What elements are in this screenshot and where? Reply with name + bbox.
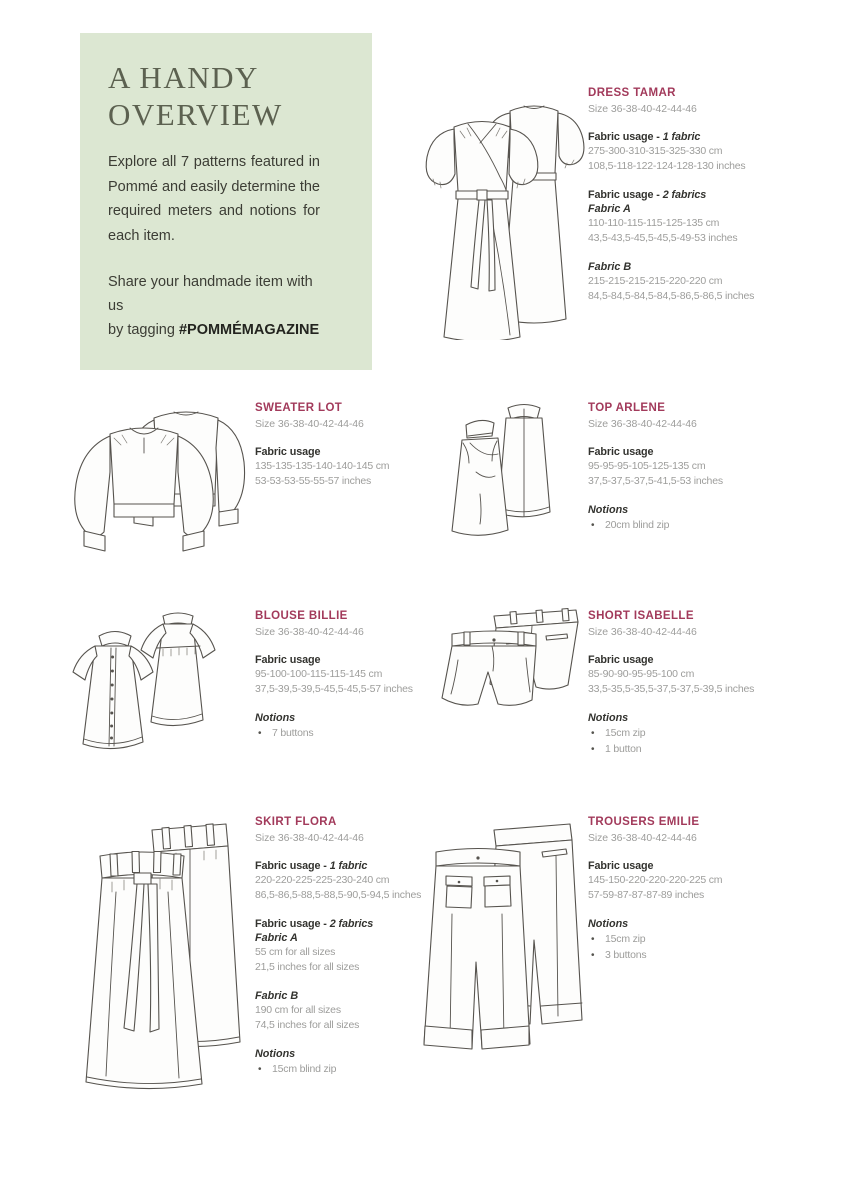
intro-line: each item. (108, 227, 175, 244)
pattern-size: Size 36-38-40-42-44-46 (255, 418, 364, 430)
dress-tamar-sketch (392, 85, 592, 340)
blouse-billie-sketch (57, 610, 245, 762)
fabric-usage-block (255, 917, 487, 974)
intro-line: Pommé and easily determine the (108, 178, 320, 195)
fabric-usage-block (588, 188, 820, 245)
skirt-flora-illustration (76, 812, 244, 1097)
share-line1: Share your handmade item with us (108, 274, 313, 314)
fabric-usage-label: Fabric usage (588, 860, 654, 872)
pattern-name: SKIRT FLORA (255, 816, 337, 828)
hashtag: #POMMÉMAGAZINE (178, 322, 320, 338)
notions-label: Notions (255, 1048, 296, 1060)
measurement-cm: 95-100-100-115-115-145 cm (255, 668, 383, 680)
intro-line: required meters and notions for (108, 203, 320, 219)
pattern-name: TOP ARLENE (588, 402, 666, 414)
page-title (108, 59, 372, 133)
share-prefix: by tagging (108, 322, 179, 338)
notions-block (588, 711, 820, 757)
notions-label: Notions (255, 712, 296, 724)
fabric-a-label: Fabric A (255, 932, 298, 944)
notions-block (255, 711, 487, 742)
fabric-usage-label: Fabric usage (255, 654, 321, 666)
measurement-inches: 37,5-37,5-37,5-41,5-53 inches (588, 474, 723, 487)
fabric-usage-label: Fabric usage - 1 fabric (255, 860, 368, 872)
pattern-size: Size 36-38-40-42-44-46 (588, 626, 697, 638)
pattern-info-trousers-emilie (588, 816, 820, 963)
intro-box (80, 33, 372, 370)
notion-item: • 15cm zip (588, 726, 820, 742)
intro-paragraph (108, 150, 320, 248)
measurement-cm: 135-135-135-140-140-145 cm (255, 460, 390, 472)
pattern-name: SWEATER LOT (255, 402, 343, 414)
back-view (498, 405, 550, 517)
fabric-b-label: Fabric B (588, 261, 632, 273)
notions-block (588, 917, 820, 963)
measurement-cm: 275-300-310-315-325-330 cm (588, 145, 723, 157)
share-line2 (108, 318, 326, 342)
fabric-a-label: Fabric A (588, 203, 631, 215)
measurement-inches: 33,5-35,5-35,5-37,5-37,5-39,5 inches (588, 682, 755, 695)
notion-item: • 15cm blind zip (255, 1062, 487, 1078)
measurement-inches: 108,5-118-122-124-128-130 inches (588, 159, 746, 172)
notions-label: Notions (588, 504, 629, 516)
pattern-name: BLOUSE BILLIE (255, 610, 348, 622)
pattern-info-short-isabelle (588, 610, 820, 757)
pattern-info-top-arlene (588, 402, 820, 534)
measurement-cm: 220-220-225-225-230-240 cm (255, 874, 390, 886)
fabric-b-label: Fabric B (255, 990, 299, 1002)
measurement-inches: 37,5-39,5-39,5-45,5-45,5-57 inches (255, 682, 413, 695)
fabric-usage-block (588, 260, 820, 303)
measurement-cm: 110-110-115-115-125-135 cm (588, 217, 720, 229)
notion-item: • 20cm blind zip (588, 518, 820, 534)
fabric-usage-block (588, 653, 820, 696)
intro-line: Explore all 7 patterns featured in (108, 154, 320, 170)
fabric-usage-label: Fabric usage - 1 fabric (588, 131, 701, 143)
fabric-usage-block (255, 859, 487, 902)
front-view (75, 428, 214, 551)
notions-label: Notions (588, 918, 629, 930)
pattern-info-sweater-lot (255, 402, 487, 488)
fabric-usage-block (255, 445, 487, 488)
notions-block (588, 503, 820, 534)
fabric-usage-label: Fabric usage (255, 446, 321, 458)
notion-item: • 15cm zip (588, 932, 820, 948)
fabric-usage-label: Fabric usage (588, 446, 654, 458)
fabric-usage-label: Fabric usage - 2 fabrics (588, 189, 707, 201)
sweater-lot-sketch (52, 392, 252, 560)
measurement-inches: 84,5-84,5-84,5-84,5-86,5-86,5 inches (588, 289, 755, 302)
pattern-name: SHORT ISABELLE (588, 610, 694, 622)
measurement-cm: 95-95-95-105-125-135 cm (588, 460, 706, 472)
pattern-info-skirt-flora (255, 816, 487, 1078)
sweater-lot-illustration (52, 392, 252, 560)
pattern-size: Size 36-38-40-42-44-46 (255, 832, 364, 844)
measurement-inches: 57-59-87-87-87-89 inches (588, 888, 705, 901)
skirt-flora-sketch (76, 812, 244, 1097)
measurement-inches: 21,5 inches for all sizes (255, 960, 360, 973)
fabric-usage-block (255, 653, 487, 696)
pattern-info-dress-tamar (588, 87, 820, 303)
notions-block (255, 1047, 487, 1078)
measurement-inches: 43,5-43,5-45,5-45,5-49-53 inches (588, 231, 738, 244)
measurement-cm: 85-90-90-95-95-100 cm (588, 668, 695, 680)
measurement-inches: 74,5 inches for all sizes (255, 1018, 360, 1031)
blouse-billie-illustration (57, 610, 245, 762)
page-title-line2: OVERVIEW (108, 97, 283, 132)
pattern-size: Size 36-38-40-42-44-46 (255, 626, 364, 638)
dress-tamar-illustration (392, 85, 592, 340)
notion-item: • 7 buttons (255, 726, 487, 742)
fabric-usage-label: Fabric usage (588, 654, 654, 666)
measurement-cm: 145-150-220-220-220-225 cm (588, 874, 723, 886)
pattern-name: DRESS TAMAR (588, 87, 676, 99)
notion-item: • 3 buttons (588, 948, 820, 964)
share-note (108, 270, 326, 342)
pattern-name: TROUSERS EMILIE (588, 816, 700, 828)
fabric-usage-label: Fabric usage - 2 fabrics (255, 918, 374, 930)
pattern-info-blouse-billie (255, 610, 487, 742)
pattern-size: Size 36-38-40-42-44-46 (588, 103, 697, 115)
measurement-inches: 53-53-53-55-55-57 inches (255, 474, 372, 487)
notion-item: • 1 button (588, 742, 820, 758)
measurement-inches: 86,5-86,5-88,5-88,5-90,5-94,5 inches (255, 888, 422, 901)
fabric-usage-block (588, 130, 820, 173)
pattern-size: Size 36-38-40-42-44-46 (588, 418, 697, 430)
pattern-size: Size 36-38-40-42-44-46 (588, 832, 697, 844)
measurement-cm: 215-215-215-215-220-220 cm (588, 275, 723, 287)
fabric-usage-block (588, 859, 820, 902)
measurement-cm: 55 cm for all sizes (255, 946, 336, 958)
fabric-usage-block (255, 989, 487, 1032)
page-title-line1: A HANDY (108, 60, 259, 95)
notions-label: Notions (588, 712, 629, 724)
measurement-cm: 190 cm for all sizes (255, 1004, 341, 1016)
fabric-usage-block (588, 445, 820, 488)
